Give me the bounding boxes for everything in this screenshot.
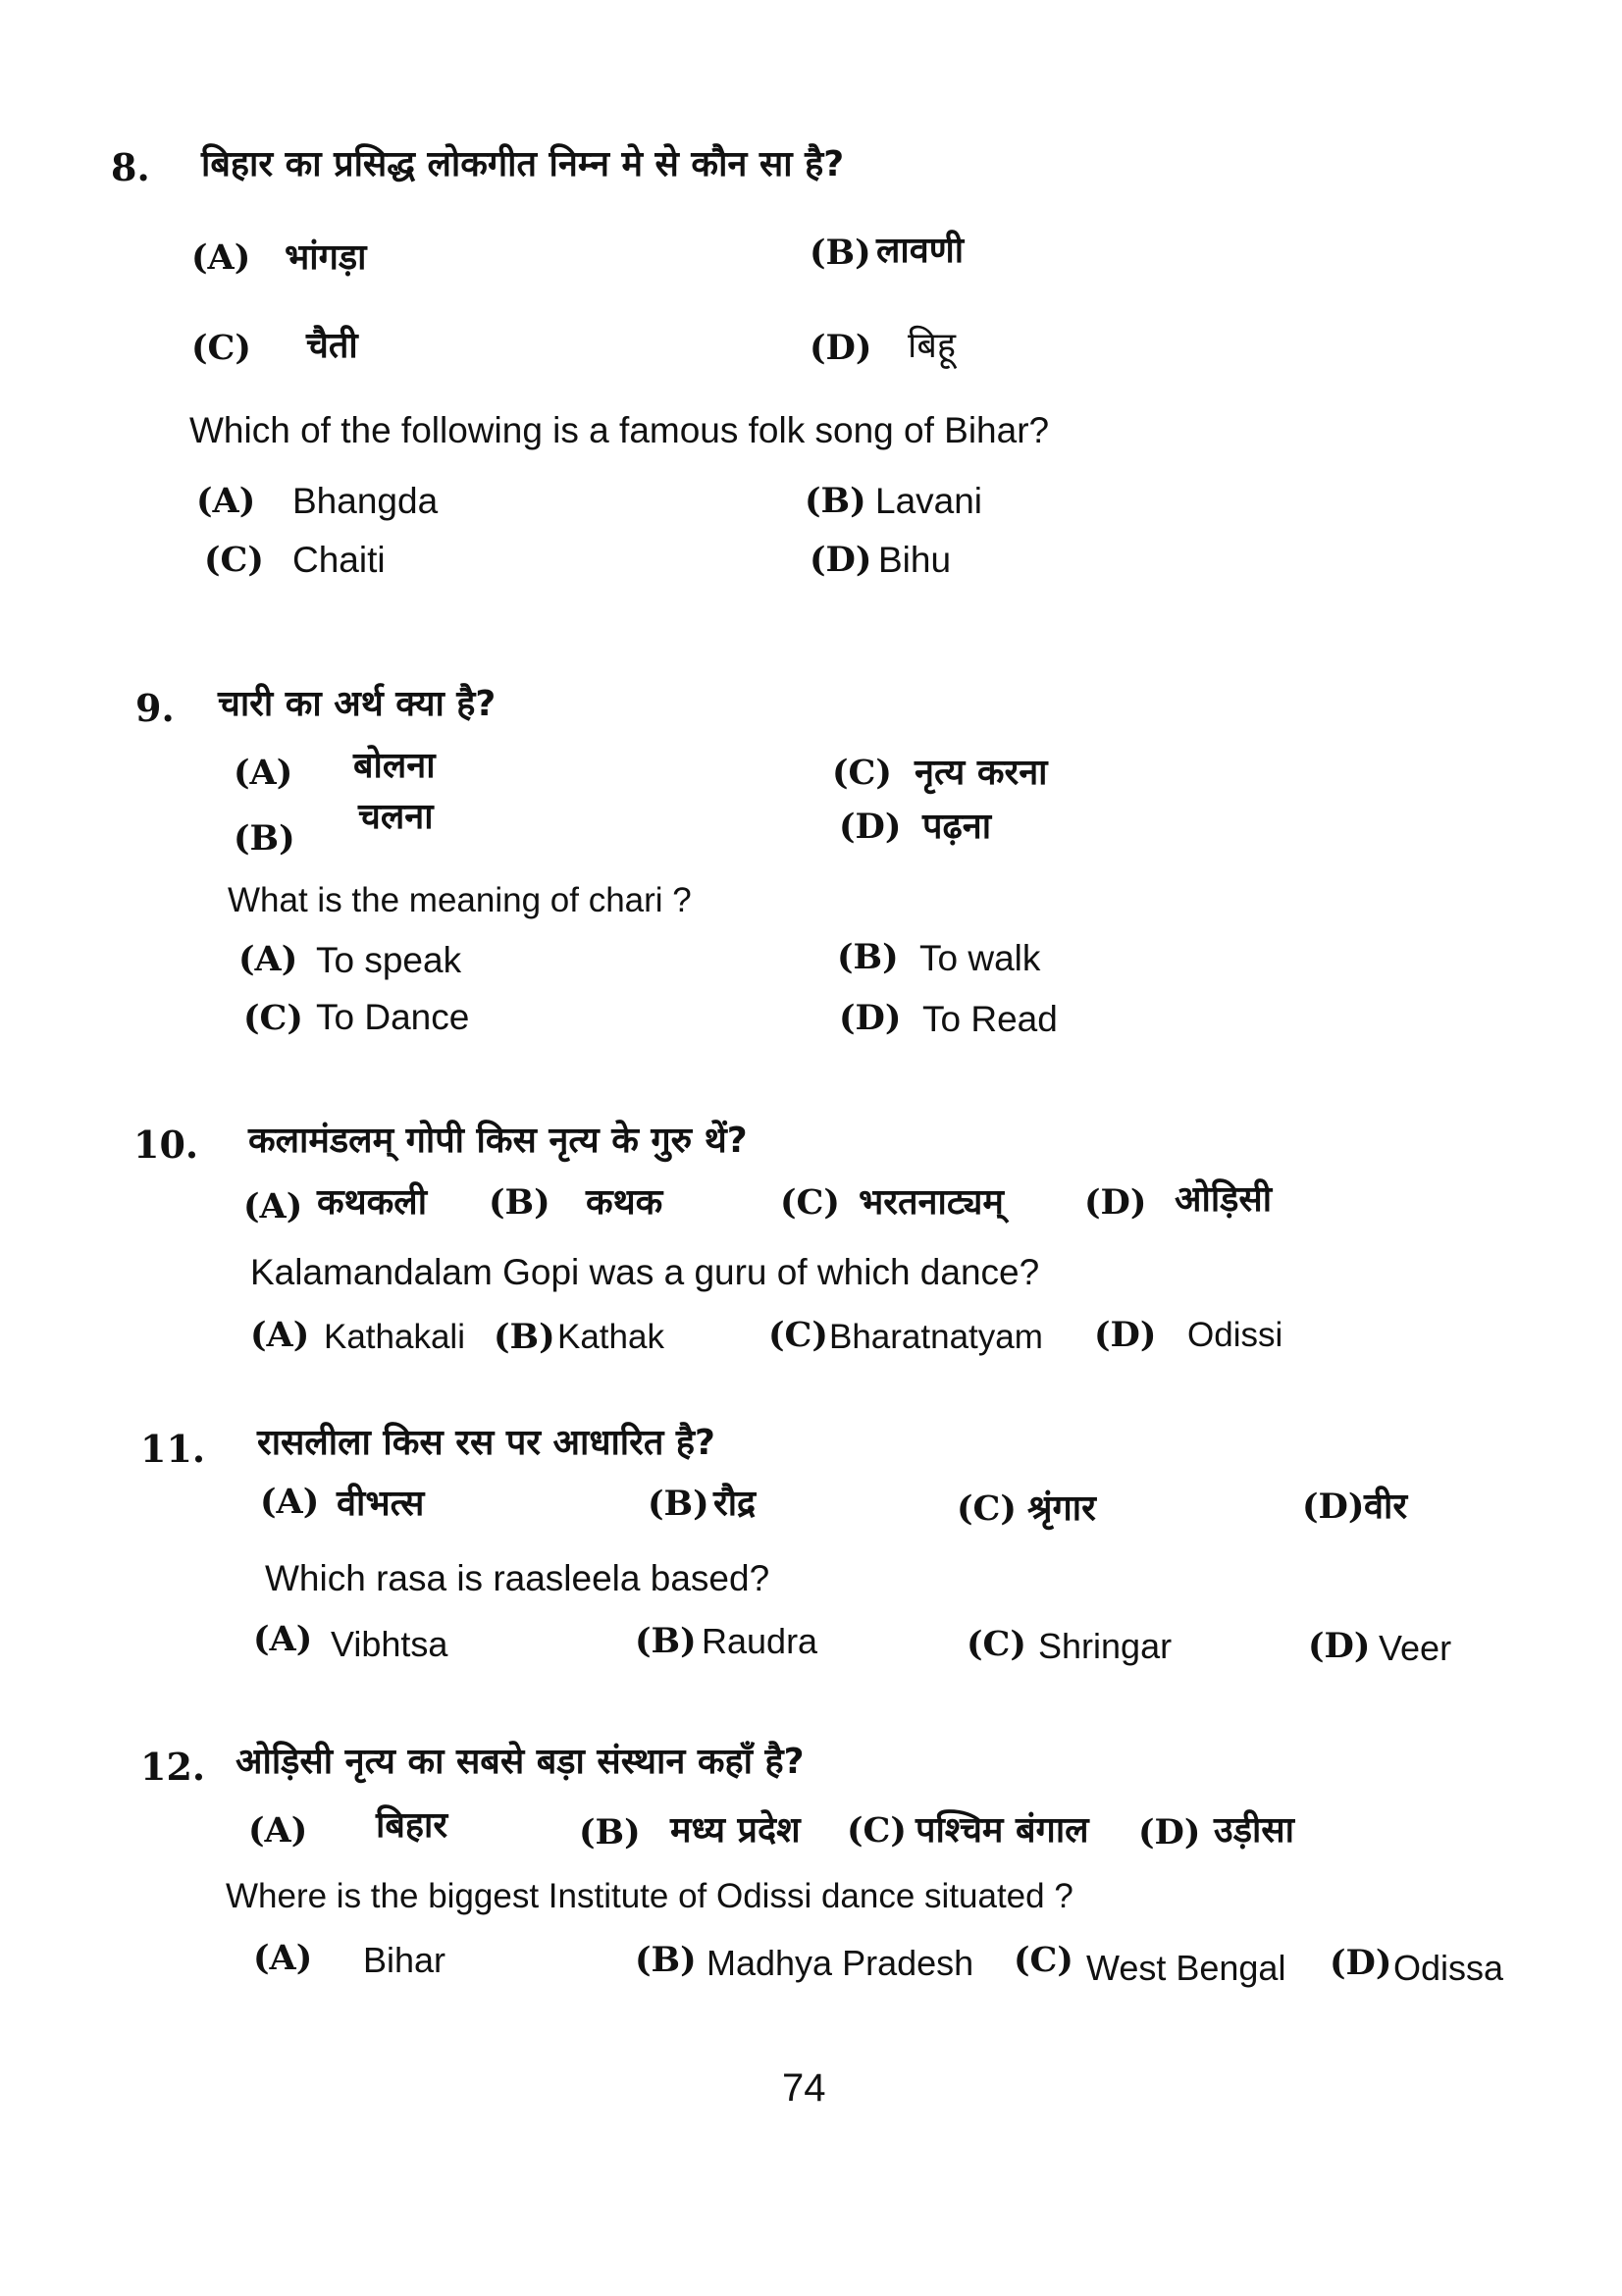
- q11-english-option-d-text: Veer: [1379, 1628, 1452, 1668]
- q12-hindi-option-a-text: बिहार: [376, 1805, 448, 1846]
- question-11-number: 11.: [140, 1427, 206, 1471]
- q9-hindi-option-b-label: (B): [234, 818, 295, 859]
- q12-english-option-c-label: (C): [1014, 1940, 1073, 1980]
- q12-english-option-b-text: Madhya Pradesh: [706, 1943, 974, 1983]
- q11-hindi-option-a-text: वीभत्स: [337, 1484, 425, 1524]
- q8-english-option-d-label: (D): [810, 540, 872, 580]
- question-12-english-text: Where is the biggest Institute of Odissi dance situated ?: [226, 1877, 1073, 1915]
- q8-english-option-c-text: Chaiti: [292, 540, 386, 580]
- q12-hindi-option-d-label: (D): [1138, 1812, 1201, 1852]
- q8-english-option-b-label: (B): [805, 481, 866, 521]
- question-11-hindi-text: रासलीला किस रस पर आधारित है?: [257, 1423, 715, 1463]
- question-8-english-text: Which of the following is a famous folk song of Bihar?: [189, 410, 1050, 450]
- q11-english-option-b-text: Raudra: [702, 1621, 818, 1661]
- q10-hindi-option-a-text: कथकली: [317, 1182, 428, 1223]
- q11-hindi-option-d-text: वीर: [1364, 1487, 1408, 1527]
- q12-hindi-option-c-text: पश्चिम बंगाल: [916, 1810, 1089, 1851]
- q8-hindi-option-d-label: (D): [810, 328, 872, 368]
- q9-hindi-option-d-text: पढ़ना: [922, 807, 992, 847]
- q12-english-option-d-label: (D): [1330, 1943, 1392, 1983]
- q9-english-option-b-label: (B): [837, 937, 899, 977]
- q9-english-option-d-text: To Read: [922, 999, 1058, 1039]
- q8-english-option-a-label: (A): [196, 481, 256, 521]
- question-12-hindi-text: ओड़िसी नृत्य का सबसे बड़ा संस्थान कहाँ है?: [235, 1742, 805, 1782]
- q10-hindi-option-b-text: कथक: [586, 1182, 663, 1223]
- q12-hindi-option-a-label: (A): [248, 1810, 308, 1851]
- q8-hindi-option-c-text: चैती: [306, 326, 358, 366]
- q9-english-option-d-label: (D): [839, 998, 902, 1038]
- question-11-english-text: Which rasa is raasleela based?: [265, 1558, 770, 1598]
- q8-hindi-option-a-label: (A): [191, 237, 251, 278]
- q11-hindi-option-c-label: (C): [957, 1488, 1017, 1529]
- question-9-number: 9.: [135, 686, 175, 730]
- q10-english-option-d-text: Odissi: [1187, 1316, 1283, 1354]
- q9-hindi-option-c-label: (C): [832, 753, 892, 793]
- q12-hindi-option-b-label: (B): [579, 1812, 641, 1852]
- q10-english-option-b-text: Kathak: [557, 1318, 664, 1356]
- question-10-hindi-text: कलामंडलम् गोपी किस नृत्य के गुरु थें?: [248, 1121, 748, 1161]
- q11-hindi-option-c-text: श्रृंगार: [1027, 1488, 1096, 1529]
- q11-english-option-c-label: (C): [967, 1624, 1026, 1664]
- question-9-hindi-text: चारी का अर्थ क्या है?: [218, 684, 497, 724]
- question-12-number: 12.: [140, 1745, 206, 1789]
- q8-english-option-b-text: Lavani: [875, 481, 983, 521]
- q8-hindi-option-b-text: लावणी: [876, 231, 965, 271]
- q8-hindi-option-c-label: (C): [191, 328, 251, 368]
- q11-english-option-b-label: (B): [635, 1621, 697, 1661]
- q9-english-option-c-label: (C): [243, 998, 303, 1038]
- q12-english-option-b-label: (B): [635, 1940, 697, 1980]
- q8-hindi-option-b-label: (B): [810, 233, 871, 273]
- q10-hindi-option-c-label: (C): [780, 1182, 840, 1223]
- q11-hindi-option-a-label: (A): [260, 1482, 320, 1522]
- q8-english-option-d-text: Bihu: [878, 540, 952, 580]
- q8-hindi-option-a-text: भांगड़ा: [285, 237, 367, 278]
- q11-english-option-a-label: (A): [253, 1619, 313, 1659]
- q9-hindi-option-c-text: नृत्य करना: [915, 753, 1048, 793]
- question-10-number: 10.: [133, 1122, 199, 1167]
- question-8-number: 8.: [111, 145, 150, 189]
- question-10-english-text: Kalamandalam Gopi was a guru of which dance?: [250, 1252, 1040, 1292]
- q10-hindi-option-c-text: भरतनाट्यम्: [859, 1182, 1004, 1223]
- question-9-english-text: What is the meaning of chari ?: [228, 881, 692, 919]
- q12-english-option-c-text: West Bengal: [1086, 1948, 1286, 1988]
- q9-english-option-a-label: (A): [238, 939, 298, 979]
- q12-hindi-option-c-label: (C): [847, 1810, 907, 1851]
- q11-english-option-d-label: (D): [1308, 1626, 1371, 1666]
- q8-hindi-option-d-text: बिहू: [908, 326, 956, 366]
- q11-hindi-option-b-label: (B): [648, 1484, 709, 1524]
- q12-english-option-d-text: Odissa: [1393, 1948, 1504, 1988]
- q8-english-option-a-text: Bhangda: [292, 481, 439, 521]
- q10-english-option-a-label: (A): [250, 1315, 310, 1355]
- q10-hindi-option-b-label: (B): [489, 1182, 550, 1223]
- q10-english-option-c-text: Bharatnatyam: [829, 1318, 1043, 1356]
- question-8-hindi-text: बिहार का प्रसिद्ध लोकगीत निम्न मे से कौन सा है?: [201, 144, 845, 184]
- q10-english-option-b-label: (B): [494, 1317, 555, 1357]
- q12-hindi-option-d-text: उड़ीसा: [1214, 1810, 1294, 1851]
- page-number: 74: [782, 2066, 826, 2110]
- q9-hindi-option-b-text: चलना: [358, 797, 434, 837]
- q9-english-option-b-text: To walk: [919, 938, 1041, 978]
- q11-english-option-c-text: Shringar: [1038, 1626, 1173, 1666]
- q9-hindi-option-d-label: (D): [839, 807, 902, 847]
- q11-hindi-option-b-text: रौद्र: [713, 1484, 757, 1524]
- q9-hindi-option-a-text: बोलना: [353, 746, 436, 786]
- q12-english-option-a-label: (A): [253, 1938, 313, 1978]
- q9-english-option-c-text: To Dance: [316, 997, 470, 1037]
- q10-english-option-d-label: (D): [1094, 1315, 1157, 1355]
- q10-hindi-option-a-label: (A): [243, 1186, 303, 1226]
- q9-english-option-a-text: To speak: [316, 940, 462, 980]
- q11-english-option-a-text: Vibhtsa: [331, 1624, 448, 1664]
- q10-english-option-a-text: Kathakali: [324, 1318, 465, 1356]
- q10-english-option-c-label: (C): [768, 1315, 828, 1355]
- q10-hindi-option-d-label: (D): [1084, 1182, 1147, 1223]
- q10-hindi-option-d-text: ओड़िसी: [1175, 1179, 1273, 1220]
- q8-english-option-c-label: (C): [204, 540, 264, 580]
- q9-hindi-option-a-label: (A): [234, 753, 293, 793]
- q12-hindi-option-b-text: मध्य प्रदेश: [670, 1810, 801, 1851]
- q11-hindi-option-d-label: (D): [1302, 1487, 1365, 1527]
- q12-english-option-a-text: Bihar: [363, 1940, 446, 1980]
